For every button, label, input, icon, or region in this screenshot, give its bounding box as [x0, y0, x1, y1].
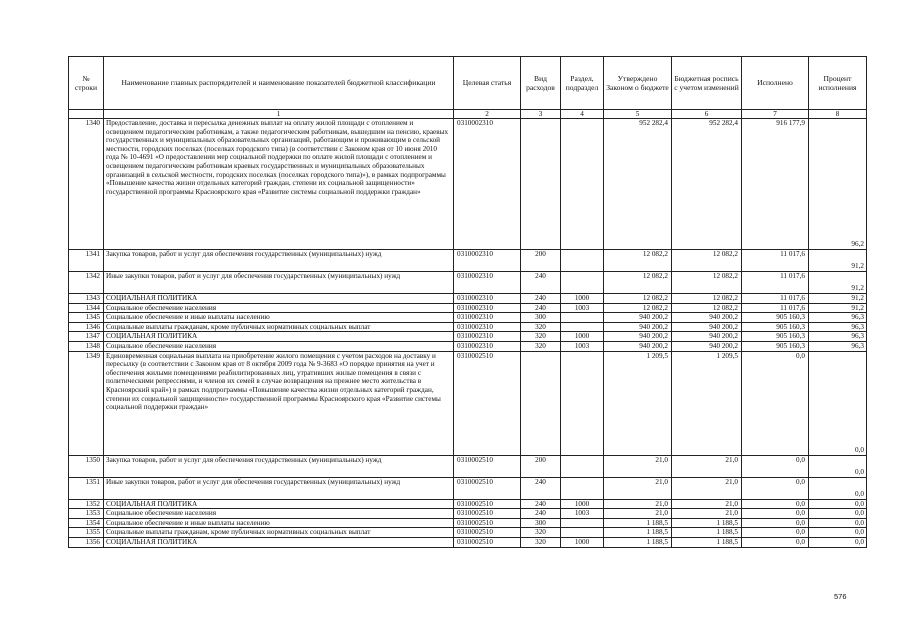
header-row-number: № строки [69, 57, 104, 110]
target-article: 0310002510 [454, 351, 521, 455]
expense-type: 320 [521, 341, 561, 351]
table-row [69, 351, 867, 455]
executed-amount: 0,0 [742, 455, 809, 477]
target-article: 0310002510 [454, 477, 521, 499]
target-article: 0310002510 [454, 455, 521, 477]
executed-amount: 0,0 [742, 537, 809, 547]
approved-amount: 12 082,2 [604, 250, 672, 272]
executed-amount: 0,0 [742, 351, 809, 455]
header-expense-type: Вид расходов [521, 57, 561, 110]
percent-executed: 0,0 [809, 455, 867, 477]
row-number: 1345 [69, 313, 104, 323]
executed-amount: 0,0 [742, 509, 809, 519]
table-row [69, 250, 867, 272]
budget-schedule-amount: 21,0 [672, 477, 742, 499]
percent-executed: 0,0 [809, 537, 867, 547]
table-row [69, 341, 867, 351]
row-number: 1353 [69, 509, 104, 519]
percent-executed: 0,0 [809, 477, 867, 499]
percent-executed: 0,0 [809, 509, 867, 519]
executed-amount: 905 160,3 [742, 313, 809, 323]
executed-amount: 0,0 [742, 499, 809, 509]
target-article: 0310002510 [454, 509, 521, 519]
expense-type: 300 [521, 313, 561, 323]
section-code [561, 272, 604, 294]
target-article: 0310002310 [454, 313, 521, 323]
budget-schedule-amount: 1 188,5 [672, 518, 742, 528]
table-row [69, 537, 867, 547]
expense-type [521, 119, 561, 250]
budget-schedule-amount: 21,0 [672, 499, 742, 509]
section-code: 1000 [561, 499, 604, 509]
row-number: 1348 [69, 341, 104, 351]
percent-executed: 0,0 [809, 528, 867, 538]
executed-amount: 11 017,6 [742, 250, 809, 272]
row-name: Социальное обеспечение и иные выплаты населению [104, 313, 454, 323]
col-number: 7 [742, 110, 809, 119]
section-code [561, 477, 604, 499]
budget-schedule-amount: 21,0 [672, 455, 742, 477]
target-article: 0310002310 [454, 294, 521, 304]
table-row [69, 313, 867, 323]
budget-table [68, 56, 867, 548]
expense-type: 200 [521, 250, 561, 272]
expense-type: 240 [521, 303, 561, 313]
target-article: 0310002310 [454, 272, 521, 294]
col-number: 1 [104, 110, 454, 119]
row-name: СОЦИАЛЬНАЯ ПОЛИТИКА [104, 294, 454, 304]
approved-amount: 1 209,5 [604, 351, 672, 455]
table-body [69, 119, 867, 548]
percent-executed: 96,3 [809, 322, 867, 332]
budget-schedule-amount: 1 188,5 [672, 537, 742, 547]
row-name: Социальное обеспечение населения [104, 509, 454, 519]
approved-amount: 940 200,2 [604, 332, 672, 342]
expense-type: 320 [521, 528, 561, 538]
section-code [561, 518, 604, 528]
approved-amount: 940 200,2 [604, 313, 672, 323]
row-name: Социальное обеспечение населения [104, 303, 454, 313]
approved-amount: 952 282,4 [604, 119, 672, 250]
expense-type: 300 [521, 518, 561, 528]
expense-type: 240 [521, 294, 561, 304]
budget-schedule-amount: 940 200,2 [672, 332, 742, 342]
table-row [69, 455, 867, 477]
percent-executed: 96,3 [809, 332, 867, 342]
row-name: СОЦИАЛЬНАЯ ПОЛИТИКА [104, 332, 454, 342]
budget-schedule-amount: 952 282,4 [672, 119, 742, 250]
row-name: Социальное обеспечение и иные выплаты населению [104, 518, 454, 528]
col-number: 3 [521, 110, 561, 119]
row-number: 1347 [69, 332, 104, 342]
table-row [69, 119, 867, 250]
row-number: 1340 [69, 119, 104, 250]
section-code: 1000 [561, 537, 604, 547]
expense-type: 320 [521, 332, 561, 342]
column-number-row [69, 110, 867, 119]
section-code: 1003 [561, 341, 604, 351]
header-row [69, 57, 867, 110]
expense-type: 240 [521, 509, 561, 519]
executed-amount: 11 017,6 [742, 294, 809, 304]
percent-executed: 96,3 [809, 341, 867, 351]
executed-amount: 11 017,6 [742, 272, 809, 294]
header-section: Раздел, подраздел [561, 57, 604, 110]
table-row [69, 303, 867, 313]
table-row [69, 509, 867, 519]
section-code: 1003 [561, 509, 604, 519]
executed-amount: 905 160,3 [742, 341, 809, 351]
row-name: Предоставление, доставка и пересылка денежных выплат на оплату жилой площади с отоплением и освещением педагогическим работникам, а также педагогическим работникам, вышедшим на пенсию, краевых государственных и муниципальных образовательных организаций, работающим и проживающим в сельской местности, городских поселках (поселках городского типа) (в соответствии с Законом края от 10 июня 2010 года № 10-4691 «О предоставлении мер социальной поддержки по оплате жилой площади с отоплением и освещением педагогическим работникам краевых государственных и муниципальных образовательных организаций в сельской местности, городских поселках (поселках городского типа)»), в рамках подпрограммы «Повышение качества жизни отдельных категорий граждан, степени их социальной защищенности» государственной программы Красноярского края «Развитие системы социальной поддержки граждан» [104, 119, 454, 250]
approved-amount: 21,0 [604, 477, 672, 499]
row-number: 1349 [69, 351, 104, 455]
approved-amount: 1 188,5 [604, 518, 672, 528]
row-name: Иные закупки товаров, работ и услуг для обеспечения государственных (муниципальных) нужд [104, 477, 454, 499]
approved-amount: 21,0 [604, 499, 672, 509]
table-row [69, 499, 867, 509]
target-article: 0310002310 [454, 322, 521, 332]
percent-executed: 91,2 [809, 294, 867, 304]
row-name: СОЦИАЛЬНАЯ ПОЛИТИКА [104, 499, 454, 509]
budget-schedule-amount: 940 200,2 [672, 322, 742, 332]
row-number: 1351 [69, 477, 104, 499]
section-code [561, 455, 604, 477]
table-row [69, 477, 867, 499]
budget-schedule-amount: 940 200,2 [672, 313, 742, 323]
row-name: Единовременная социальная выплата на приобретение жилого помещения с учетом расходов на доставку и пересылку (в соответствии с Законом края от 8 октября 2009 года № 9-3683 «О порядке принятия на учет и обеспечения жилыми помещениями реабилитированных лиц, утративших жилые помещения в связи с политическими репрессиями, и членов их семей в случае возвращения на прежнее место жительства в Красноярский край») в рамках подпрограммы «Повышение качества жизни отдельных категорий граждан, степени их социальной защищенности» государственной программы Красноярского края «Развитие системы социальной поддержки граждан» [104, 351, 454, 455]
col-number: 8 [809, 110, 867, 119]
target-article: 0310002510 [454, 499, 521, 509]
budget-schedule-amount: 12 082,2 [672, 250, 742, 272]
target-article: 0310002510 [454, 537, 521, 547]
row-number: 1356 [69, 537, 104, 547]
row-number: 1342 [69, 272, 104, 294]
row-number: 1343 [69, 294, 104, 304]
table-row [69, 322, 867, 332]
expense-type: 200 [521, 455, 561, 477]
executed-amount: 11 017,6 [742, 303, 809, 313]
budget-schedule-amount: 12 082,2 [672, 272, 742, 294]
executed-amount: 905 160,3 [742, 322, 809, 332]
col-number: 5 [604, 110, 672, 119]
section-code: 1000 [561, 332, 604, 342]
table-row [69, 528, 867, 538]
target-article: 0310002510 [454, 528, 521, 538]
row-number: 1344 [69, 303, 104, 313]
row-number: 1341 [69, 250, 104, 272]
row-number: 1346 [69, 322, 104, 332]
approved-amount: 940 200,2 [604, 322, 672, 332]
target-article: 0310002510 [454, 518, 521, 528]
header-name: Наименование главных распорядителей и наименование показателей бюджетной классификации [104, 57, 454, 110]
row-number: 1354 [69, 518, 104, 528]
approved-amount: 12 082,2 [604, 303, 672, 313]
page-number: 576 [834, 592, 847, 601]
executed-amount: 916 177,9 [742, 119, 809, 250]
percent-executed: 96,2 [809, 119, 867, 250]
col-number: 2 [454, 110, 521, 119]
table-row [69, 272, 867, 294]
expense-type: 240 [521, 272, 561, 294]
header-target-article: Целевая статья [454, 57, 521, 110]
section-code: 1003 [561, 303, 604, 313]
executed-amount: 0,0 [742, 518, 809, 528]
expense-type: 240 [521, 499, 561, 509]
table-row [69, 518, 867, 528]
target-article: 0310002310 [454, 119, 521, 250]
row-name: Иные закупки товаров, работ и услуг для обеспечения государственных (муниципальных) нужд [104, 272, 454, 294]
section-code [561, 119, 604, 250]
header-percent: Процент исполнения [809, 57, 867, 110]
budget-schedule-amount: 12 082,2 [672, 294, 742, 304]
executed-amount: 0,0 [742, 477, 809, 499]
approved-amount: 12 082,2 [604, 272, 672, 294]
row-name: Социальное обеспечение населения [104, 341, 454, 351]
approved-amount: 21,0 [604, 455, 672, 477]
row-name: Социальные выплаты гражданам, кроме публичных нормативных социальных выплат [104, 322, 454, 332]
section-code: 1000 [561, 294, 604, 304]
row-number: 1352 [69, 499, 104, 509]
row-name: Закупка товаров, работ и услуг для обеспечения государственных (муниципальных) нужд [104, 455, 454, 477]
budget-schedule-amount: 1 188,5 [672, 528, 742, 538]
executed-amount: 0,0 [742, 528, 809, 538]
header-executed: Исполнено [742, 57, 809, 110]
row-name: Закупка товаров, работ и услуг для обеспечения государственных (муниципальных) нужд [104, 250, 454, 272]
section-code [561, 322, 604, 332]
percent-executed: 91,2 [809, 303, 867, 313]
row-name: Социальные выплаты гражданам, кроме публичных нормативных социальных выплат [104, 528, 454, 538]
col-number-blank [69, 110, 104, 119]
approved-amount: 1 188,5 [604, 537, 672, 547]
section-code [561, 351, 604, 455]
section-code [561, 250, 604, 272]
approved-amount: 21,0 [604, 509, 672, 519]
section-code [561, 313, 604, 323]
expense-type [521, 351, 561, 455]
target-article: 0310002310 [454, 332, 521, 342]
percent-executed: 91,2 [809, 272, 867, 294]
row-number: 1355 [69, 528, 104, 538]
percent-executed: 0,0 [809, 499, 867, 509]
percent-executed: 91,2 [809, 250, 867, 272]
header-budget-schedule: Бюджетная роспись с учетом изменений [672, 57, 742, 110]
budget-schedule-amount: 940 200,2 [672, 341, 742, 351]
section-code [561, 528, 604, 538]
percent-executed: 0,0 [809, 518, 867, 528]
target-article: 0310002310 [454, 341, 521, 351]
expense-type: 320 [521, 537, 561, 547]
budget-schedule-amount: 21,0 [672, 509, 742, 519]
table-row [69, 332, 867, 342]
expense-type: 240 [521, 477, 561, 499]
percent-executed: 0,0 [809, 351, 867, 455]
header-approved: Утверждено Законом о бюджете [604, 57, 672, 110]
table-row [69, 294, 867, 304]
percent-executed: 96,3 [809, 313, 867, 323]
approved-amount: 940 200,2 [604, 341, 672, 351]
budget-schedule-amount: 1 209,5 [672, 351, 742, 455]
approved-amount: 1 188,5 [604, 528, 672, 538]
col-number: 6 [672, 110, 742, 119]
target-article: 0310002310 [454, 303, 521, 313]
budget-table-sheet [68, 56, 866, 548]
col-number: 4 [561, 110, 604, 119]
row-number: 1350 [69, 455, 104, 477]
row-name: СОЦИАЛЬНАЯ ПОЛИТИКА [104, 537, 454, 547]
approved-amount: 12 082,2 [604, 294, 672, 304]
target-article: 0310002310 [454, 250, 521, 272]
executed-amount: 905 160,3 [742, 332, 809, 342]
expense-type: 320 [521, 322, 561, 332]
budget-schedule-amount: 12 082,2 [672, 303, 742, 313]
